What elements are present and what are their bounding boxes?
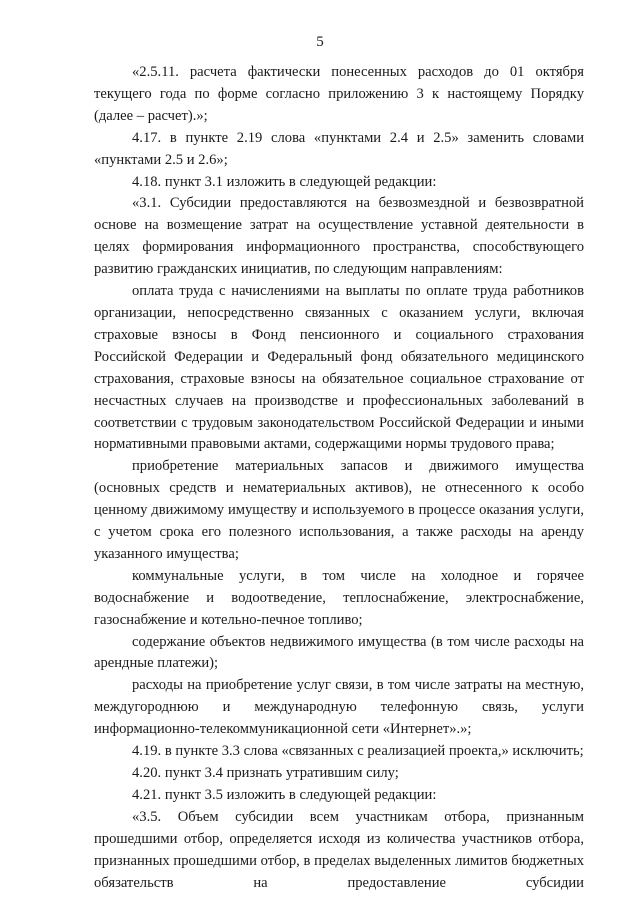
- page-number: 5: [316, 34, 324, 50]
- paragraph-4-19: 4.19. в пункте 3.3 слова «связанных с реализацией проекта,» исключить;: [132, 743, 584, 760]
- document-body: [94, 62, 584, 894]
- paragraph-materials: приобретение материальных запасов и движимого имущества (основных средств и нематериальных активов), не отнесенного к особо ценному движимому имуществу и используемого в процессе оказания услуги, с учетом срока его полезного использования, а также расходы на аренду указанного имущества;: [94, 458, 584, 562]
- paragraph-labor-costs: оплата труда с начислениями на выплаты по оплате труда работников организации, непосредственно связанных с оказанием услуги, включая страховые взносы в Фонд пенсионного и социального страхования Российской Федерации и Федеральный фонд обязательного медицинского страхования, страховые взносы на обязательное социальное страхование от несчастных случаев на производстве и профессиональных заболеваний в соответствии с трудовым законодательством Российской Федерации и иными нормативными правовыми актами, содержащими нормы трудового права;: [94, 283, 584, 453]
- paragraph-real-estate: содержание объектов недвижимого имущества (в том числе расходы на арендные платежи);: [94, 633, 584, 672]
- paragraph-3-1: «3.1. Субсидии предоставляются на безвозмездной и безвозвратной основе на возмещение затрат на осуществление уставной деятельности в целях формирования информационного пространства, способствующего развитию гражданских инициатив, по следующим направлениям:: [94, 195, 584, 278]
- paragraph-communications: расходы на приобретение услуг связи, в том числе затраты на местную, междугороднюю и международную телефонную связь, услуги информационно-телекоммуникационной сети «Интернет».»;: [94, 677, 584, 738]
- paragraph-utilities: коммунальные услуги, в том числе на холодное и горячее водоснабжение и водоотведение, теплоснабжение, электроснабжение, газоснабжение и котельно-печное топливо;: [94, 567, 584, 628]
- paragraph-2-5-11: «2.5.11. расчета фактически понесенных расходов до 01 октября текущего года по форме согласно приложению 3 к настоящему Порядку (далее – расчет).»;: [94, 64, 584, 124]
- paragraph-3-5: «3.5. Объем субсидии всем участникам отбора, признанным прошедшими отбор, определяется исходя из количества участников отбора, признанных прошедшими отбор, в пределах выделенных лимитов бюджетных обязательств на предоставление субсидии: [94, 808, 584, 891]
- paragraph-4-17: 4.17. в пункте 2.19 слова «пунктами 2.4 и 2.5» заменить словами «пунктами 2.5 и 2.6»;: [94, 129, 584, 168]
- paragraph-4-21: 4.21. пункт 3.5 изложить в следующей редакции:: [132, 786, 437, 803]
- paragraph-4-20: 4.20. пункт 3.4 признать утратившим силу;: [132, 765, 399, 781]
- paragraph-4-18: 4.18. пункт 3.1 изложить в следующей редакции:: [132, 173, 437, 190]
